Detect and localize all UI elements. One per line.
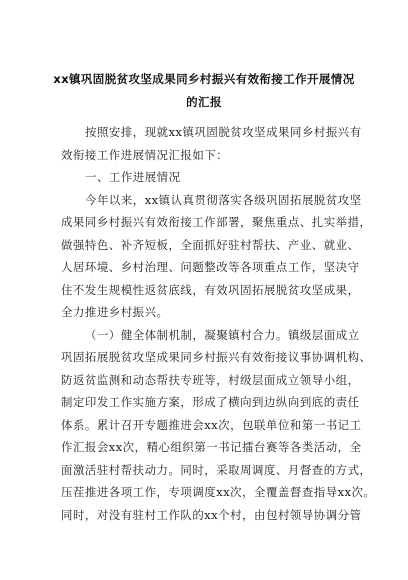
paragraph-overview-line-5: 住不发生规模性返贫底线，有效巩固拓展脱贫攻坚成果， (61, 283, 360, 297)
paragraph-mechanism-line-5: 体系。累计召开专题推进会xx次，包联单位和第一书记工 (61, 418, 362, 432)
paragraph-intro-line-1: 按照安排，现就xx镇巩固脱贫攻坚成果同乡村振兴有 (85, 125, 362, 139)
paragraph-mechanism-line-6: 作汇报会xx次，精心组织第一书记擂台赛等各类活动，全 (61, 440, 362, 454)
paragraph-mechanism-line-9: 同时，对没有驻村工作队的xx个村，由包村领导协调分管 (61, 508, 362, 522)
paragraph-mechanism-line-2: 巩固拓展脱贫攻坚成果同乡村振兴有效衔接议事协调机构、 (61, 350, 372, 364)
paragraph-overview-line-2: 成果同乡村振兴有效衔接工作部署，聚焦重点、扎实举措， (61, 215, 372, 229)
paragraph-mechanism-line-7: 面激活驻村帮扶动力。同时，采取周调度、月督查的方式， (61, 463, 372, 477)
paragraph-intro-line-2: 效衔接工作进展情况汇报如下： (61, 148, 229, 162)
paragraph-overview-line-3: 做强特色、补齐短板，全面抓好驻村帮扶、产业、就业、 (61, 238, 360, 252)
paragraph-mechanism-line-8: 压茬推进各项工作，专项调度xx次，全覆盖督查指导xx次。 (61, 485, 376, 499)
paragraph-mechanism-line-3: 防返贫监测和动态帮扶专班等，村级层面成立领导小组， (61, 373, 360, 387)
paragraph-overview-line-1: 今年以来，xx镇认真贯彻落实各级巩固拓展脱贫攻坚 (85, 193, 362, 207)
document-title-line-2: 的汇报 (186, 95, 222, 109)
paragraph-mechanism-line-4: 制定印发工作实施方案，形成了横向到边纵向到底的责任 (61, 395, 360, 409)
paragraph-overview-line-6: 全力推进乡村振兴。 (61, 305, 169, 319)
section-heading-progress: 一、工作进展情况 (85, 170, 181, 184)
paragraph-overview-line-4: 人居环境、乡村治理、问题整改等各项重点工作，坚决守 (61, 260, 360, 274)
paragraph-mechanism-line-1: （一）健全体制机制，凝聚镇村合力。镇级层面成立 (85, 328, 360, 342)
document-title-line-1: xx镇巩固脱贫攻坚成果同乡村振兴有效衔接工作开展情况 (53, 72, 355, 86)
